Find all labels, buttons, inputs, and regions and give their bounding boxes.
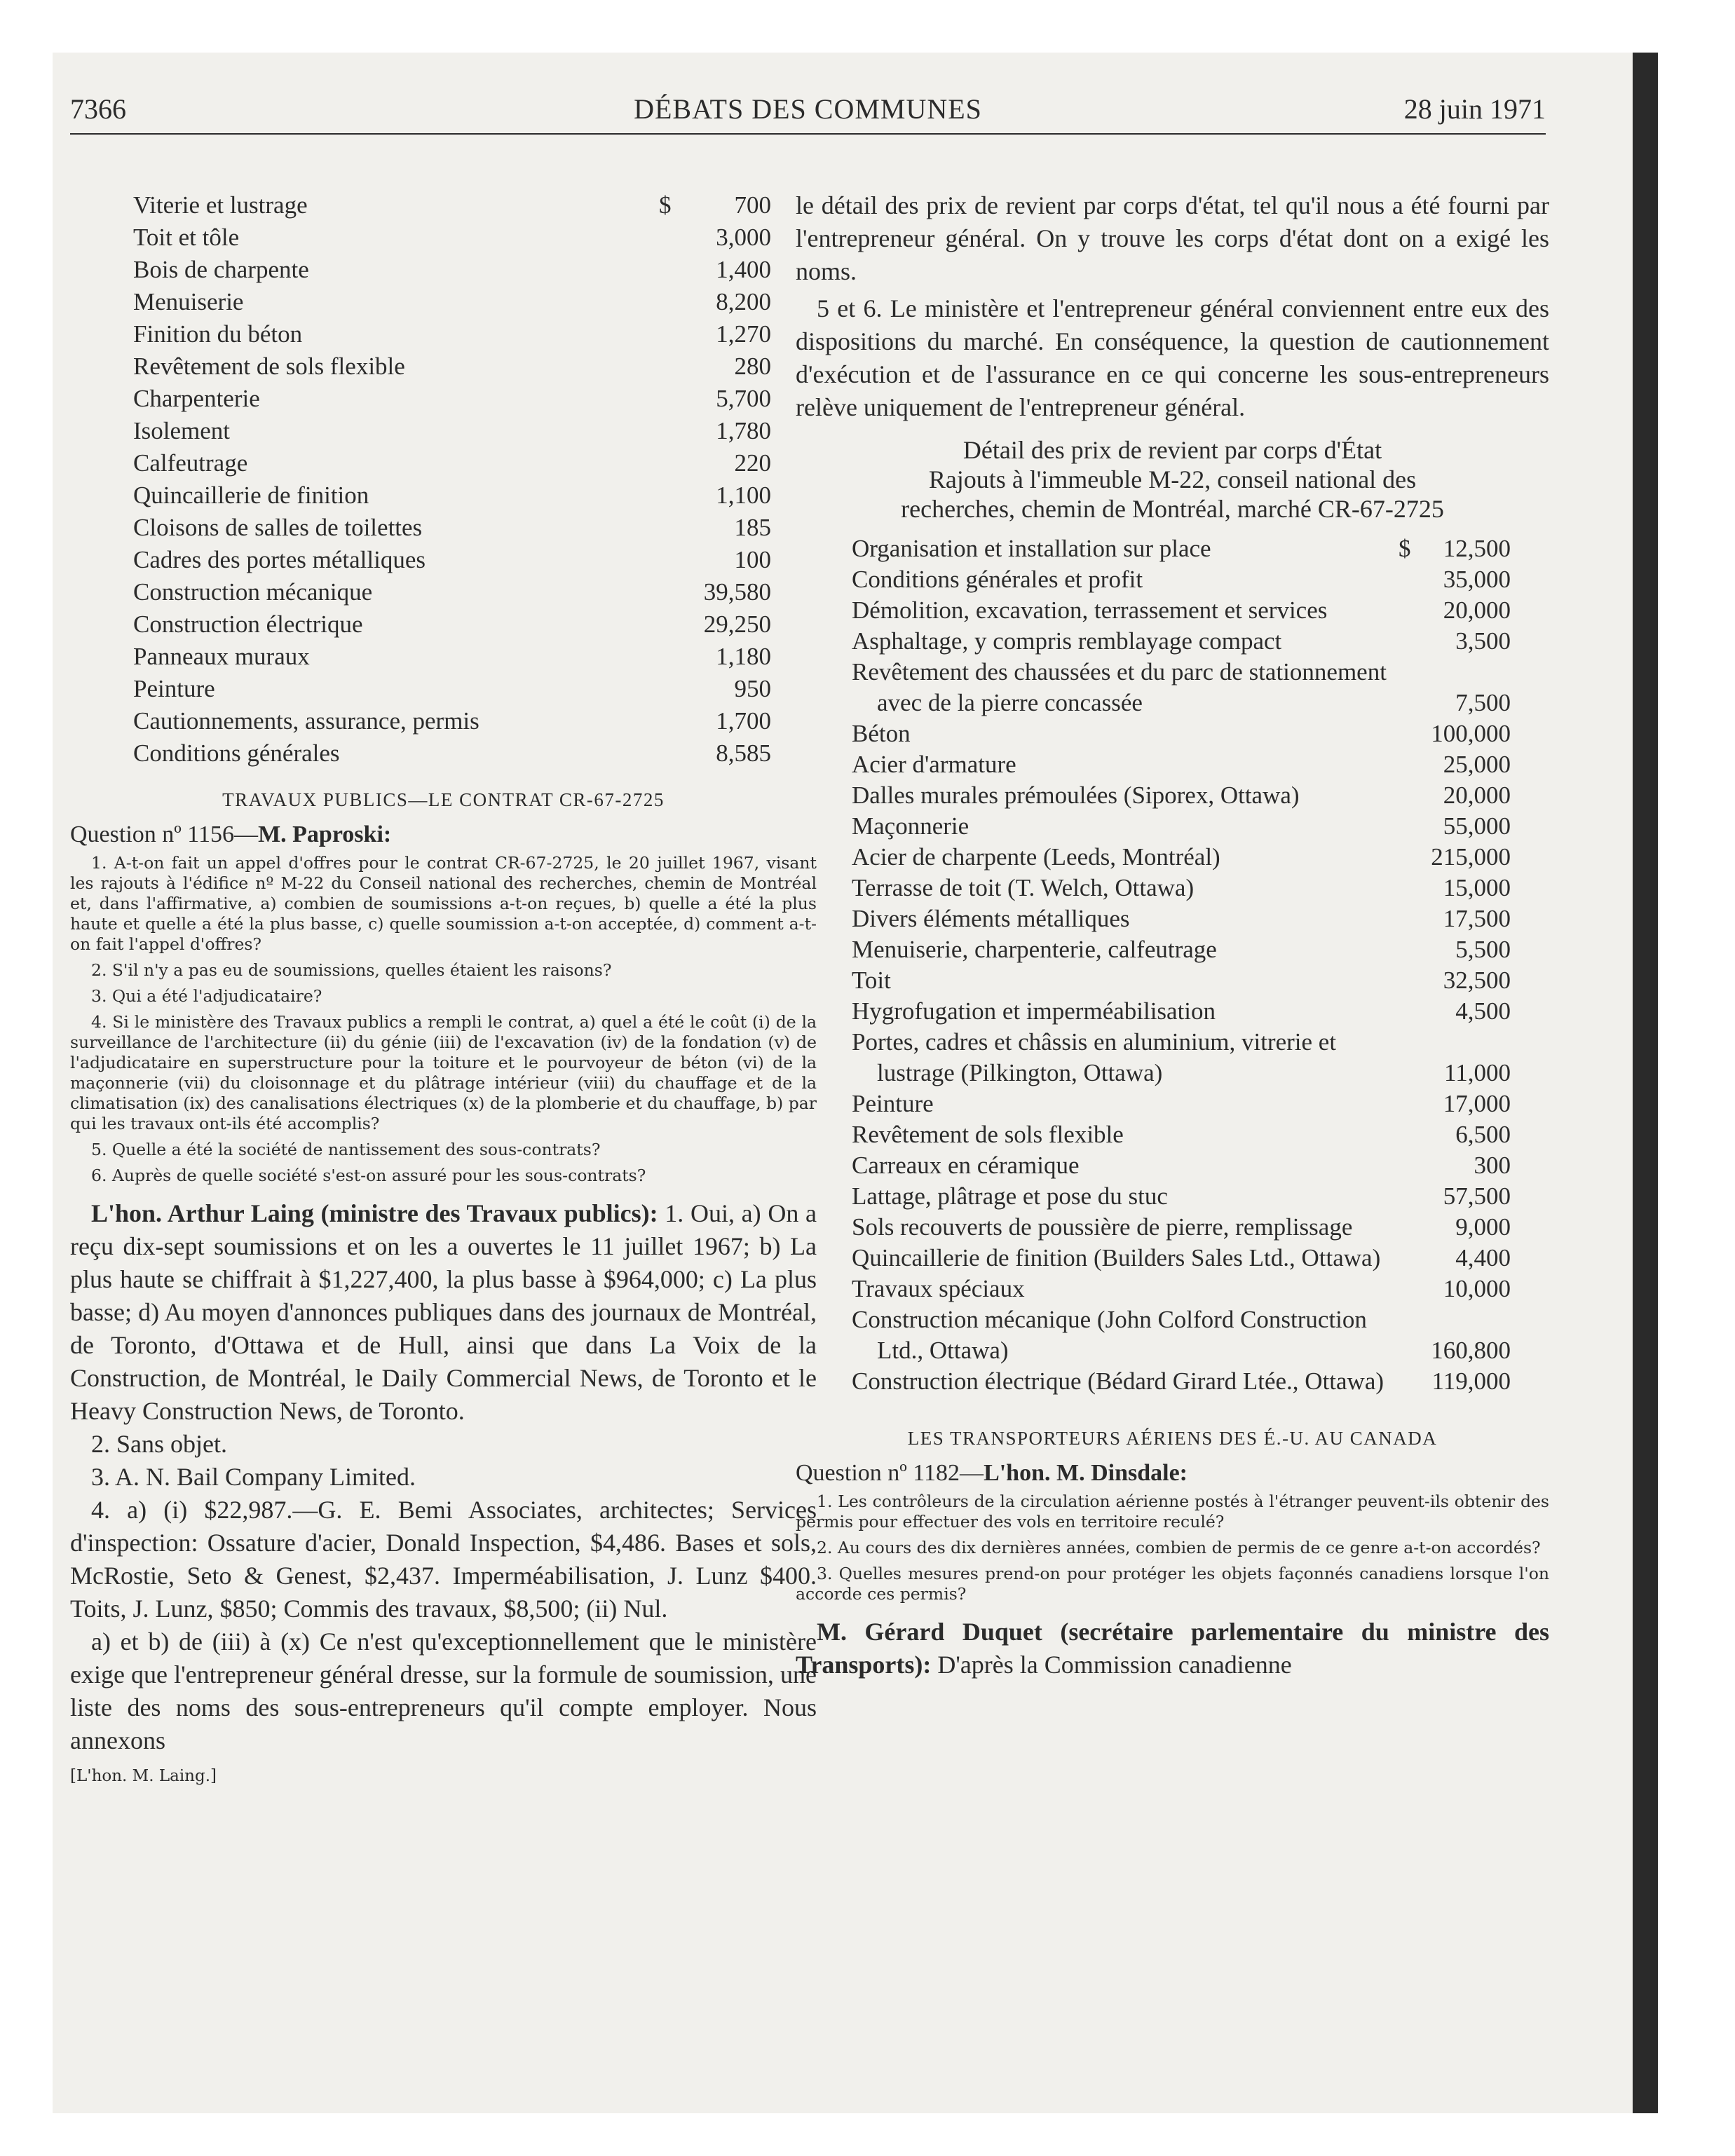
left-column bbox=[70, 189, 817, 1785]
cost-amount bbox=[659, 383, 771, 415]
detail-value: 4,400 bbox=[1455, 1244, 1511, 1271]
detail-label: Hygrofugation et imperméabilisation bbox=[852, 997, 1216, 1025]
answer-speaker: L'hon. Arthur Laing (ministre des Travaux publics): bbox=[91, 1199, 658, 1227]
scan-edge bbox=[1633, 53, 1658, 2113]
detail-label: Construction mécanique (John Colford Construction Ltd., Ottawa) bbox=[852, 1306, 1367, 1364]
cost-amount bbox=[659, 479, 771, 512]
cost-amount bbox=[659, 447, 771, 479]
detail-heading-line: recherches, chemin de Montréal, marché CR-67-2725 bbox=[901, 495, 1444, 523]
cost-label: Quincaillerie de finition bbox=[133, 482, 369, 509]
cost-amount bbox=[659, 286, 771, 318]
question-author: M. Paproski: bbox=[258, 821, 392, 847]
detail-label: Démolition, excavation, terrassement et services bbox=[852, 596, 1328, 624]
detail-label: Revêtement des chaussées et du parc de stationnement avec de la pierre concassée bbox=[852, 658, 1387, 716]
cost-amount bbox=[659, 415, 771, 447]
cost-label: Finition du béton bbox=[133, 320, 303, 348]
cost-label: Charpenterie bbox=[133, 385, 260, 412]
detail-label: Lattage, plâtrage et pose du stuc bbox=[852, 1182, 1168, 1210]
detail-label: Dalles murales prémoulées (Siporex, Ottawa) bbox=[852, 782, 1300, 809]
cost-item bbox=[70, 512, 771, 544]
cost-amount bbox=[659, 254, 771, 286]
detail-amount bbox=[1399, 718, 1511, 749]
question-author-2: L'hon. M. Dinsdale: bbox=[984, 1460, 1188, 1486]
cost-label: Cadres des portes métalliques bbox=[133, 546, 426, 573]
cost-label: Cautionnements, assurance, permis bbox=[133, 707, 479, 735]
detail-item bbox=[852, 903, 1511, 934]
cost-amount bbox=[659, 221, 771, 254]
cost-currency: $ bbox=[659, 191, 672, 219]
question-item-2: 1. Les contrôleurs de la circulation aérienne postés à l'étranger peuvent-ils obtenir des permis pour effectuer des vols en territoire reculé? bbox=[796, 1492, 1549, 1531]
cost-label: Cloisons de salles de toilettes bbox=[133, 514, 423, 541]
cost-value: 29,250 bbox=[703, 610, 771, 638]
cost-amount bbox=[659, 737, 771, 770]
question-number: Question nº 1156— bbox=[70, 821, 259, 847]
cost-amount bbox=[659, 318, 771, 350]
answer-speaker-2: M. Gérard Duquet (secrétaire parlementaire du ministre des Transports): bbox=[796, 1618, 1549, 1679]
cost-label: Calfeutrage bbox=[133, 449, 248, 477]
question-item-2: 3. Quelles mesures prend-on pour protéger les objets façonnés canadiens lorsque l'on accorde ces permis? bbox=[796, 1564, 1549, 1604]
detail-item bbox=[852, 811, 1511, 842]
detail-item bbox=[852, 1274, 1511, 1304]
cost-item bbox=[70, 286, 771, 318]
detail-value: 15,000 bbox=[1443, 874, 1511, 901]
detail-list bbox=[852, 533, 1511, 1397]
detail-value: 215,000 bbox=[1431, 843, 1511, 871]
detail-value: 10,000 bbox=[1443, 1275, 1511, 1302]
detail-item bbox=[852, 718, 1511, 749]
page-header bbox=[70, 91, 1546, 135]
speaker-attribution: [L'hon. M. Laing.] bbox=[70, 1767, 217, 1785]
detail-value: 11,000 bbox=[1444, 1059, 1511, 1086]
detail-amount bbox=[1399, 1335, 1511, 1366]
cost-value: 39,580 bbox=[703, 578, 771, 606]
section-title: TRAVAUX PUBLICS—LE CONTRAT CR-67-2725 bbox=[222, 789, 665, 810]
cost-value: 280 bbox=[734, 353, 771, 380]
cost-item bbox=[70, 350, 771, 383]
intro-paragraph: le détail des prix de revient par corps d'état, tel qu'il nous a été fourni par l'entrepreneur général. On y trouve les corps d'état dont on a exigé les noms. bbox=[796, 191, 1549, 285]
detail-label: Asphaltage, y compris remblayage compact bbox=[852, 627, 1282, 655]
detail-value: 119,000 bbox=[1431, 1367, 1511, 1395]
question-heading-2 bbox=[796, 1458, 1549, 1489]
cost-item bbox=[70, 318, 771, 350]
detail-value: 6,500 bbox=[1455, 1121, 1511, 1148]
detail-item bbox=[852, 564, 1511, 595]
right-column bbox=[796, 189, 1549, 1681]
detail-item bbox=[852, 533, 1511, 564]
cost-label: Toit et tôle bbox=[133, 224, 240, 251]
cost-item bbox=[70, 383, 771, 415]
detail-label: Acier d'armature bbox=[852, 751, 1016, 778]
answer-item: 3. A. N. Bail Company Limited. bbox=[91, 1463, 416, 1491]
detail-amount bbox=[1399, 1089, 1511, 1119]
detail-item bbox=[852, 842, 1511, 873]
detail-amount bbox=[1399, 595, 1511, 626]
detail-value: 17,500 bbox=[1443, 905, 1511, 932]
answer-paragraph bbox=[70, 1197, 817, 1428]
cost-label: Conditions générales bbox=[133, 739, 340, 767]
cost-item bbox=[70, 189, 771, 221]
cost-amount bbox=[659, 705, 771, 737]
cost-amount bbox=[659, 576, 771, 608]
detail-item bbox=[852, 1027, 1511, 1089]
cost-amount bbox=[659, 189, 771, 221]
detail-value: 9,000 bbox=[1455, 1213, 1511, 1241]
detail-amount bbox=[1399, 780, 1511, 811]
detail-amount bbox=[1399, 811, 1511, 842]
answer-text: 1. Oui, a) On a reçu dix-sept soumissions et on les a ouvertes le 11 juillet 1967; b) La plus haute se chiffrait à $1,227,400, la plus basse à $964,000; c) La plus basse; d) Au moyen d'annonces publiques dans des journaux de Montréal, de Toronto, d'Ottawa et de Hull, ainsi que dans La Voix de la Construction, de Montréal, le Daily Commercial News, de Toronto et le Heavy Construction News, de Toronto. bbox=[70, 1199, 817, 1425]
cost-list bbox=[70, 189, 771, 770]
detail-item bbox=[852, 657, 1511, 718]
answer-item: 4. a) (i) $22,987.—G. E. Bemi Associates, architectes; Services d'inspection: Ossature d'acier, Donald Inspection, $4,486. Bases et sols, McRostie, Seto & Genest, $2,437. Imperméabilisation, J. Lunz $400. Toits, J. Lunz, $850; Commis des travaux, $8,500; (ii) Nul. bbox=[70, 1496, 817, 1623]
intro-paragraph: 5 et 6. Le ministère et l'entrepreneur général conviennent entre eux des dispositions du marché. En conséquence, la question de cautionnement d'exécution et de l'assurance en ce qui concerne les sous-entrepreneurs relève uniquement de l'entrepreneur général. bbox=[796, 294, 1549, 421]
answer-text-2: D'après la Commission canadienne bbox=[937, 1651, 1292, 1679]
detail-item bbox=[852, 1119, 1511, 1150]
cost-value: 700 bbox=[734, 191, 771, 219]
cost-item bbox=[70, 415, 771, 447]
detail-item bbox=[852, 996, 1511, 1027]
detail-amount bbox=[1399, 996, 1511, 1027]
detail-amount bbox=[1399, 533, 1511, 564]
answer-item: a) et b) de (iii) à (x) Ce n'est qu'exceptionnellement que le ministère exige que l'entrepreneur général dresse, sur la formule de soumission, une liste des noms des sous-entrepreneurs qu'il compte employer. Nous annexons bbox=[70, 1628, 817, 1754]
cost-value: 1,700 bbox=[716, 707, 771, 735]
cost-label: Isolement bbox=[133, 417, 231, 444]
detail-label: Sols recouverts de poussière de pierre, remplissage bbox=[852, 1213, 1353, 1241]
cost-value: 1,400 bbox=[716, 256, 771, 283]
detail-item bbox=[852, 873, 1511, 903]
cost-item bbox=[70, 479, 771, 512]
cost-item bbox=[70, 705, 771, 737]
question-list bbox=[70, 853, 817, 1186]
question-item: 6. Auprès de quelle société s'est-on assuré pour les sous-contrats? bbox=[91, 1166, 646, 1185]
cost-label: Construction mécanique bbox=[133, 578, 373, 606]
detail-label: Menuiserie, charpenterie, calfeutrage bbox=[852, 936, 1217, 963]
detail-item bbox=[852, 780, 1511, 811]
cost-item bbox=[70, 544, 771, 576]
cost-label: Construction électrique bbox=[133, 610, 363, 638]
detail-amount bbox=[1399, 1119, 1511, 1150]
question-list-2 bbox=[796, 1492, 1549, 1604]
cost-label: Panneaux muraux bbox=[133, 643, 310, 670]
detail-label: Conditions générales et profit bbox=[852, 566, 1143, 593]
cost-item bbox=[70, 641, 771, 673]
cost-value: 100 bbox=[734, 546, 771, 573]
detail-value: 3,500 bbox=[1455, 627, 1511, 655]
detail-value: 300 bbox=[1474, 1152, 1511, 1179]
detail-label: Peinture bbox=[852, 1090, 934, 1117]
detail-label: Terrasse de toit (T. Welch, Ottawa) bbox=[852, 874, 1195, 901]
question-item: 4. Si le ministère des Travaux publics a rempli le contrat, a) quel a été le coût (i) de la surveillance de l'architecture (ii) du génie (iii) de l'excavation (iv) de la fondation (v) de l'adjudicataire en superstructure pour la toiture et le pourvoyeur de béton (vi) de la maçonnerie (vii) du cloisonnage et du plâtrage intérieur (viii) du chauffage et de la climatisation (ix) des canalisations électriques (x) de la plomberie et du chauffage, b) par qui les travaux ont-ils été accomplis? bbox=[70, 1012, 817, 1133]
detail-amount bbox=[1399, 1150, 1511, 1181]
detail-value: 20,000 bbox=[1443, 596, 1511, 624]
cost-label: Bois de charpente bbox=[133, 256, 309, 283]
cost-value: 1,100 bbox=[716, 482, 771, 509]
detail-amount bbox=[1399, 934, 1511, 965]
question-item: 1. A-t-on fait un appel d'offres pour le contrat CR-67-2725, le 20 juillet 1967, visant les rajouts à l'édifice nº M-22 du Conseil national des recherches, chemin de Montréal et, dans l'affirmative, a) combien de soumissions a-t-on reçues, b) quelle a été la plus haute et quelle a été la plus basse, c) quelle soumission a-t-on acceptée, d) comment a-t-on fait l'appel d'offres? bbox=[70, 853, 817, 954]
detail-label: Portes, cadres et châssis en aluminium, vitrerie et lustrage (Pilkington, Ottawa) bbox=[852, 1028, 1337, 1086]
detail-value: 20,000 bbox=[1443, 782, 1511, 809]
detail-value: 12,500 bbox=[1443, 535, 1511, 562]
question-heading bbox=[70, 819, 817, 850]
cost-item bbox=[70, 221, 771, 254]
cost-value: 8,585 bbox=[716, 739, 771, 767]
cost-value: 185 bbox=[734, 514, 771, 541]
cost-value: 950 bbox=[734, 675, 771, 702]
detail-amount bbox=[1399, 873, 1511, 903]
detail-currency: $ bbox=[1399, 535, 1411, 562]
detail-value: 25,000 bbox=[1443, 751, 1511, 778]
detail-value: 32,500 bbox=[1443, 967, 1511, 994]
answer-paragraph-2 bbox=[796, 1616, 1549, 1681]
page-date: 28 juin 1971 bbox=[1403, 93, 1546, 125]
cost-item bbox=[70, 254, 771, 286]
detail-item bbox=[852, 965, 1511, 996]
cost-label: Viterie et lustrage bbox=[133, 191, 308, 219]
detail-value: 57,500 bbox=[1443, 1182, 1511, 1210]
detail-label: Maçonnerie bbox=[852, 812, 969, 840]
detail-amount bbox=[1399, 626, 1511, 657]
detail-amount bbox=[1399, 903, 1511, 934]
answer-item: 2. Sans objet. bbox=[91, 1430, 227, 1458]
cost-amount bbox=[659, 673, 771, 705]
cost-item bbox=[70, 447, 771, 479]
cost-label: Revêtement de sols flexible bbox=[133, 353, 405, 380]
detail-amount bbox=[1399, 842, 1511, 873]
detail-value: 7,500 bbox=[1455, 689, 1511, 716]
question-item: 2. S'il n'y a pas eu de soumissions, quelles étaient les raisons? bbox=[91, 960, 612, 980]
cost-item bbox=[70, 576, 771, 608]
answer-list bbox=[70, 1428, 817, 1757]
detail-amount bbox=[1399, 965, 1511, 996]
question-item: 3. Qui a été l'adjudicataire? bbox=[91, 986, 322, 1006]
cost-label: Menuiserie bbox=[133, 288, 244, 315]
detail-label: Béton bbox=[852, 720, 911, 747]
intro-paragraphs bbox=[796, 189, 1549, 424]
detail-label: Acier de charpente (Leeds, Montréal) bbox=[852, 843, 1220, 871]
detail-item bbox=[852, 1181, 1511, 1212]
detail-heading-line: Détail des prix de revient par corps d'État bbox=[962, 436, 1382, 464]
cost-item bbox=[70, 673, 771, 705]
detail-amount bbox=[1399, 688, 1511, 718]
cost-amount bbox=[659, 350, 771, 383]
cost-item bbox=[70, 737, 771, 770]
cost-item bbox=[70, 608, 771, 641]
detail-amount bbox=[1399, 1058, 1511, 1089]
detail-label: Organisation et installation sur place bbox=[852, 535, 1211, 562]
cost-amount bbox=[659, 608, 771, 641]
detail-item bbox=[852, 1304, 1511, 1366]
detail-label: Divers éléments métalliques bbox=[852, 905, 1130, 932]
detail-amount bbox=[1399, 1274, 1511, 1304]
cost-amount bbox=[659, 544, 771, 576]
detail-item bbox=[852, 1243, 1511, 1274]
cost-value: 1,180 bbox=[716, 643, 771, 670]
detail-item bbox=[852, 749, 1511, 780]
question-item-2: 2. Au cours des dix dernières années, combien de permis de ce genre a-t-on accordés? bbox=[817, 1538, 1541, 1557]
detail-heading-line: Rajouts à l'immeuble M-22, conseil national des bbox=[928, 465, 1417, 493]
detail-amount bbox=[1399, 1243, 1511, 1274]
cost-value: 3,000 bbox=[716, 224, 771, 251]
detail-label: Quincaillerie de finition (Builders Sales Ltd., Ottawa) bbox=[852, 1244, 1381, 1271]
detail-amount bbox=[1399, 1212, 1511, 1243]
detail-item bbox=[852, 626, 1511, 657]
detail-heading bbox=[796, 435, 1549, 524]
cost-label: Peinture bbox=[133, 675, 215, 702]
detail-item bbox=[852, 1212, 1511, 1243]
detail-amount bbox=[1399, 564, 1511, 595]
detail-item bbox=[852, 1150, 1511, 1181]
detail-label: Travaux spéciaux bbox=[852, 1275, 1025, 1302]
cost-amount bbox=[659, 512, 771, 544]
detail-amount bbox=[1399, 1366, 1511, 1397]
cost-value: 8,200 bbox=[716, 288, 771, 315]
section-title-2: LES TRANSPORTEURS AÉRIENS DES É.-U. AU CANADA bbox=[907, 1428, 1438, 1449]
question-number-2: Question nº 1182— bbox=[796, 1460, 984, 1486]
detail-item bbox=[852, 595, 1511, 626]
cost-value: 1,270 bbox=[716, 320, 771, 348]
detail-value: 5,500 bbox=[1455, 936, 1511, 963]
cost-value: 220 bbox=[734, 449, 771, 477]
detail-value: 55,000 bbox=[1443, 812, 1511, 840]
detail-item bbox=[852, 934, 1511, 965]
detail-value: 160,800 bbox=[1431, 1337, 1511, 1364]
detail-label: Toit bbox=[852, 967, 891, 994]
detail-label: Carreaux en céramique bbox=[852, 1152, 1080, 1179]
detail-value: 35,000 bbox=[1443, 566, 1511, 593]
detail-value: 100,000 bbox=[1431, 720, 1511, 747]
detail-label: Construction électrique (Bédard Girard Ltée., Ottawa) bbox=[852, 1367, 1384, 1395]
detail-item bbox=[852, 1089, 1511, 1119]
question-item: 5. Quelle a été la société de nantissement des sous-contrats? bbox=[91, 1140, 601, 1159]
cost-amount bbox=[659, 641, 771, 673]
page-number: 7366 bbox=[70, 93, 126, 125]
cost-value: 1,780 bbox=[716, 417, 771, 444]
journal-title: DÉBATS DES COMMUNES bbox=[634, 93, 982, 125]
detail-amount bbox=[1399, 1181, 1511, 1212]
detail-amount bbox=[1399, 749, 1511, 780]
cost-value: 5,700 bbox=[716, 385, 771, 412]
detail-value: 4,500 bbox=[1455, 997, 1511, 1025]
detail-label: Revêtement de sols flexible bbox=[852, 1121, 1124, 1148]
detail-value: 17,000 bbox=[1443, 1090, 1511, 1117]
detail-item bbox=[852, 1366, 1511, 1397]
